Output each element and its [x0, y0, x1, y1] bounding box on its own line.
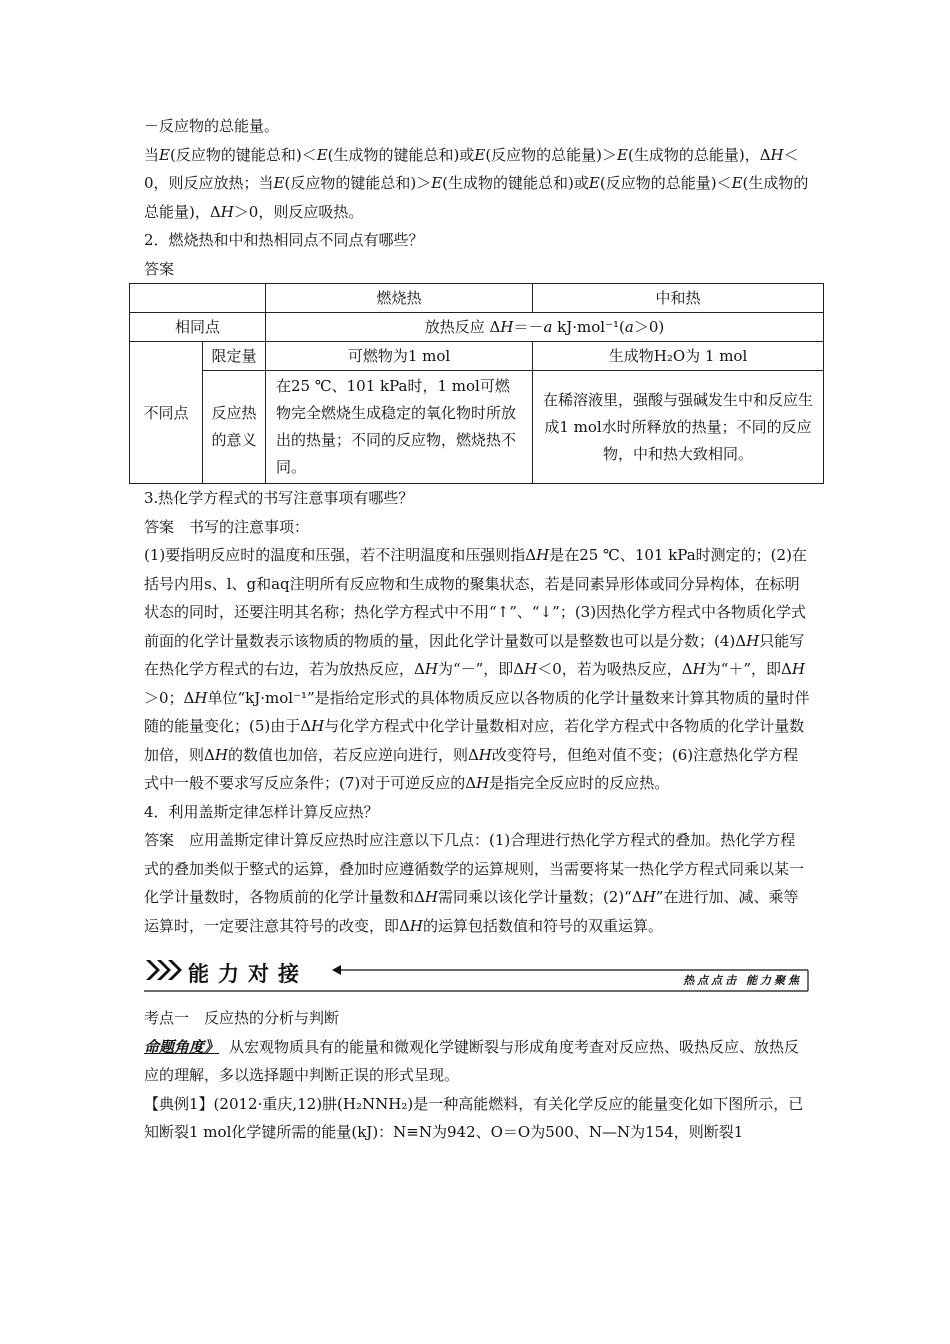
text-run: 是指完全反应时的反应热。	[489, 774, 670, 792]
kaodian-heading: 考点一 反应热的分析与判断	[144, 1009, 340, 1027]
italic-variable: H	[194, 688, 208, 707]
banner-title: 能力对接	[188, 962, 308, 986]
text-run: 改变符号，但绝对值不变；(6)注意热化学方程式中一般不要求写反应条件；(7)对于可逆反应的Δ	[144, 745, 799, 792]
text-run: (生成物的键能总和)或	[327, 145, 475, 164]
table-col-combustion: 燃烧热	[266, 284, 533, 313]
text-run: (生成物的总能量)，Δ	[627, 145, 771, 164]
table-col-neutralization: 中和热	[533, 284, 824, 313]
italic-variable: E	[159, 145, 170, 164]
same-value	[266, 313, 824, 342]
meaning-label	[203, 371, 266, 484]
italic-variable: H	[476, 774, 490, 792]
answer-3-body	[144, 541, 810, 798]
question-4: 4．利用盖斯定律怎样计算反应热？	[144, 802, 379, 821]
italic-variable: E	[588, 174, 600, 192]
italic-variable: H	[524, 660, 538, 678]
meaning-neutralization: 在稀溶液里，强酸与强碱发生中和反应生成1 mol水时所释放的热量；不同的反应物，中和热大致相同。	[533, 371, 824, 484]
italic-variable: E	[273, 174, 285, 192]
text-run: 是在25 ℃、101 kPa时测定的；(2)在括号内用s、l、g和aq注明所有反应物和生成物的聚集状态，若是同素异形体或同分异构体，在标明状态的同时，还要注明其名称；热化学方程式中不用“↑”、“↓”；(3)因热化学方程式中各物质化学式前面的化学计量数表示该物质的物质的量，因此化学计量数可以是整数也可以是分数；(4)Δ	[144, 546, 807, 650]
meaning-combustion: 在25 ℃、101 kPa时，1 mol可燃物完全燃烧生成稳定的氧化物时所放出的热量；不同的反应物，燃烧热不同。	[266, 371, 533, 484]
italic-variable: E	[431, 174, 443, 192]
answer-3-head: 答案 书写的注意事项：	[144, 517, 310, 536]
text-run: 的数值也加倍，若反应逆向进行，则Δ	[227, 745, 479, 764]
paragraph-2	[144, 141, 810, 227]
meaning-label-line2: 的意义	[211, 431, 257, 449]
italic-variable: H	[692, 660, 706, 678]
text-run: (反应物的总能量)＞	[485, 145, 618, 164]
table-corner-cell	[130, 284, 266, 313]
text-run: 为“－”，即Δ	[437, 660, 525, 678]
italic-variable: a	[624, 318, 634, 336]
text-run: ＞0)	[633, 318, 665, 336]
text-run: 只能写在热化学方程式的右边，若为放热反应，Δ	[144, 631, 805, 678]
mingti-text: 从宏观物质具有的能量和微观化学键断裂与形成角度考查对反应热、吸热反应、放热反应的理解，多以选择题中判断正误的形式呈现。	[144, 1037, 800, 1084]
italic-variable: H	[409, 916, 423, 935]
example-1: 【典例1】(2012·重庆,12)肼(H₂NNH₂)是一种高能燃料，有关化学反应的能量变化如下图所示，已知断裂1 mol化学键所需的能量(kJ)：N≡N为942、O＝O为500、N—N为154，则断裂1	[144, 1094, 804, 1141]
text-run: ”在进行加、减、乘等运算时，一定要注意其符号的改变，即Δ	[144, 888, 799, 935]
table-row-limit	[130, 342, 824, 371]
italic-variable: H	[214, 745, 228, 764]
question-2: 2．燃烧热和中和热相同点不同点有哪些？	[144, 231, 424, 249]
italic-variable: E	[474, 145, 486, 164]
italic-variable: H	[791, 660, 805, 678]
table-row-meaning	[130, 371, 824, 484]
italic-variable: H	[311, 717, 325, 735]
same-label: 相同点	[130, 313, 266, 342]
answer-4-body	[144, 826, 810, 940]
text-run: kJ·mol⁻¹(	[552, 318, 625, 336]
text-run: ＞0；Δ	[144, 688, 195, 707]
text-run: (反应物的键能总和)＜	[169, 145, 317, 164]
table-row-same	[130, 313, 824, 342]
italic-variable: a	[543, 318, 553, 336]
banner-subtitle: 热点点击 能力聚焦	[683, 974, 802, 987]
limit-neutralization: 生成物H₂O为 1 mol	[533, 342, 824, 371]
text-run: (1)要指明反应时的温度和压强，若不注明温度和压强则指Δ	[144, 546, 537, 564]
section-banner	[144, 954, 810, 994]
italic-variable: H	[478, 745, 492, 764]
answer-label: 答案	[144, 259, 175, 278]
italic-variable: E	[316, 145, 328, 164]
text-run: 答案 应用盖斯定律计算反应热时应注意以下几点：(1)合理进行热化学方程式的叠加。热化学方程式的叠加类似于整式的运算，叠加时应遵循数学的运算规则，当需要将某一热化学方程式同乘以某一化学计量数时，各物质前的化学计量数和Δ	[144, 831, 805, 906]
text-run: 放热反应 Δ	[424, 318, 501, 336]
diff-label: 不同点	[130, 342, 203, 484]
italic-variable: H	[424, 888, 438, 906]
italic-variable: H	[220, 202, 234, 221]
italic-variable: E	[617, 145, 628, 164]
text-run: 需同乘以该化学计量数；(2)“Δ	[437, 888, 643, 906]
limit-label: 限定量	[203, 342, 266, 371]
table-header-row	[130, 284, 824, 313]
text-run: (反应物的键能总和)＞	[284, 174, 432, 192]
italic-variable: H	[770, 145, 784, 164]
text-run: 与化学方程式中化学计量数相对应，若化学方程式中各物质的化学计量数加倍，则Δ	[144, 717, 805, 764]
text-run: 单位“kJ·mol⁻¹”是指给定形式的具体物质反应以各物质的化学计量数来计算其物质的量时伴随的能量变化；(5)由于Δ	[144, 688, 810, 735]
italic-variable: H	[746, 631, 760, 650]
text-run: (生成物的总能量)，Δ	[144, 174, 809, 221]
question-3: 3.热化学方程式的书写注意事项有哪些？	[144, 489, 414, 507]
text-run: ＜0，若为吸热反应，Δ	[537, 660, 693, 678]
italic-variable: E	[731, 174, 743, 192]
meaning-label-line1: 反应热	[211, 404, 257, 422]
comparison-table	[129, 283, 824, 484]
text-run: ＜0，则反应放热；当	[144, 145, 799, 192]
mingti-paragraph	[144, 1033, 810, 1090]
mingti-tag: 命题角度》	[144, 1037, 220, 1056]
italic-variable: H	[642, 888, 656, 906]
limit-combustion: 可燃物为1 mol	[266, 342, 533, 371]
text-run: 当	[144, 145, 160, 164]
italic-variable: H	[536, 546, 550, 564]
italic-variable: H	[500, 318, 514, 336]
text-run: 的运算包括数值和符号的双重运算。	[422, 916, 663, 935]
text-run: ＝－	[513, 318, 544, 336]
document-page	[143, 112, 814, 1147]
text-run: ＞0，则反应吸热。	[233, 202, 364, 221]
paragraph-1: －反应物的总能量。	[144, 117, 280, 135]
text-run: (生成物的键能总和)或	[442, 174, 589, 192]
text-run: (反应物的总能量)＜	[599, 174, 732, 192]
text-run: 为“＋”，即Δ	[705, 660, 792, 678]
italic-variable: H	[424, 660, 438, 678]
